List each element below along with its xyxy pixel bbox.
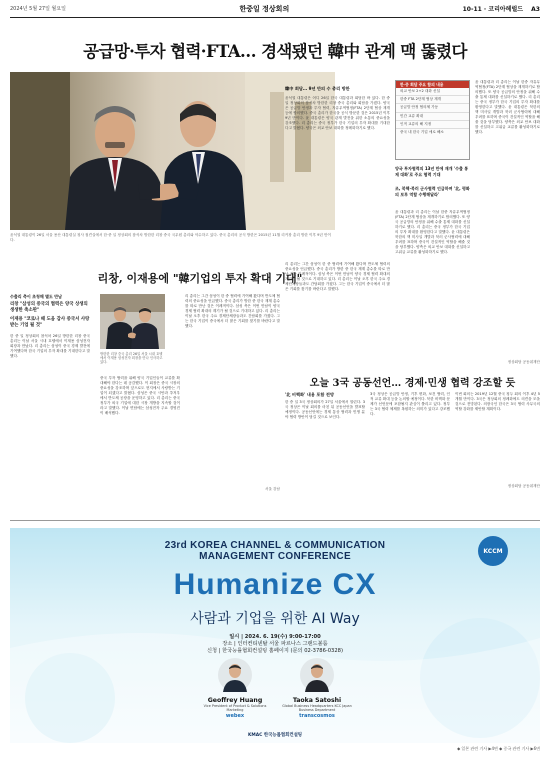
right-body-text: 윤 대통령과 리 총리는 이날 한중 자유무역협정(FTA) 2단계 협상을 재개하기로 합의했다. 또 양국 공급망의 안정을 위해 수출 통제 대화를 신설하기로 했다. 리 총리는 중국 정부가 한국 기업의 투자 확대를 환영한다고 말했다. 윤 대통령은 북한의 핵 미사일 개발과 북러 군사협력에 대해 우려를 표하며 중국이 건설적인 역할을 해줄 것을 당부했다. 양측은 외교 안보 대화를 신설하고 고위급 교류를 활성화하기로 했다. [395,210,470,254]
speaker-2-portrait [300,658,334,692]
divider [10,520,540,521]
lower-kicker: '北 비핵화' 내용 포함 전망 [285,392,334,397]
speaker-1-portrait [218,658,252,692]
lead-kicker-3: 이재용 "코로나 때 도움 감사 중국서 사랑받는 기업 될 것" [10,317,90,328]
right-column-text: 윤 대통령과 리 총리는 이날 한중 자유무역협정(FTA) 2단계 협상을 재개하기로 합의했다. 또 양국 공급망의 안정을 위해 수출 통제 대화를 신설하기로 했다. 리 총리는 중국 정부가 한국 기업의 투자 확대를 환영한다고 말했다. 윤 대통령은 북한의 핵 미사일 개발과 북러 군사협력에 대해 우려를 표하며 중국이 건설적인 역할을 해줄 것을 당부했다. 양측은 외교 안보 대화를 신설하고 고위급 교류를 활성화하기로 했다. [475,80,540,134]
lead-kicker-2: 리창 "삼성의 중국의 협력은 양국 상생의 생생한 축소판" [10,302,88,313]
small-photo [100,294,165,349]
right-kicker: 양국 투자협력의 13년 만에 재개 '수출 통제 대화'로 주요 협력 기대 [395,166,469,177]
speaker-2-name: Taoka Satoshi [292,697,342,704]
ad-series-line-2: MANAGEMENT CONFERENCE [199,551,351,562]
speaker-card-1 [200,658,270,719]
side-article-kicker: 韓中 회담… 9년 만의 수 총리 방한 [285,86,350,91]
ad-sponsor: KMAC 한국능률협회컨설팅 [247,733,303,738]
lead-kicker-1: 수출리 측이 초청해 별도 만남 [10,294,62,299]
issue-date: 2024년 5월 27일 월요일 [10,6,67,12]
fact-box-item: 중국 내 한국 기업 애로 해소 [400,130,444,135]
fact-box-item: 인적 교류의 해 지정 [396,121,469,129]
sub-headline-2: 오늘 3국 공동선언… 경제·민생 협력 강조할 듯 [309,378,516,389]
meeting-photo [100,294,165,349]
masthead [10,0,540,18]
page-footer: ◆ 일본 관련 기사 ▶4면 ◆ 중국 관련 기사 ▶6면 [457,746,540,751]
main-photo-caption: 윤석열 대통령이 26일 서울 용산 대통령실 청사 접견실에서 한·중 일 정상회의 참석차 방한한 리창 중국 국무원 총리와 악수하고 있다. 중국 총리의 공식 방한은 2015년 11월 리커창 총리 방한 이후 9년 만이다. [10,233,331,242]
right-subkicker: 조, 북핵·북러 군사협력 언급하며 '北, 평화의 보루 역할 수행해달라' [395,186,470,197]
speaker-card-2 [282,658,352,719]
column-3-credit: 서울 강남 [264,487,280,491]
column-2-text: 중국 투자 협력을 위해 양국 기업인들이 교류를 확대해야 한다는 데 공감했다. 이 회장은 중국 시장의 중요성을 강조하며 앞으로도 현지에서 사랑받는 기업이 되겠다고 밝혔다. 삼성은 중국 시안과 쑤저우에서 반도체 공장을 운영하고 있다. 리 총리는 중국 정부가 외국 기업에 대한 시장 개방을 지속할 것이라고 말했다. 이날 면담에는 삼성전자 주요 경영진이 배석했다. [100,376,180,415]
ad-title: Humanize CX [173,568,377,601]
small-photo-caption: 방한한 리창 중국 총리 26일 서울 시내 호텔에서 이재용 삼성전자 회장을 만나 인사하고 있다. [100,352,163,365]
side-article-body: 윤석열 대통령은 어디 26일 한국 대통령과 회담한 바 있다. 한 중 일 정상회의 참석차 방한한 리창 중국 총리와 회담을 가졌다. 양국은 공급망 안정과 투자 협력, 자유무역협정(FTA) 2단계 협상 재개 등에 합의했다. 중국 총리가 한국을 공식 방문한 것은 2015년 이후 9년 만이다. 윤 대통령은 양국 관계 발전을 위한 소통의 중요성을 강조했다. 리 총리는 중국 정부가 한국 기업의 투자 확대를 기대한다고 밝혔다. 양국은 외교 안보 대화를 정례화하기로 했다. [285,96,390,130]
speaker-1-role: Vice President of Product & Solutions Marketing [203,704,267,713]
fact-box-item: 외교 안보 2+2 대화 신설 [396,88,469,96]
ad-details [10,634,540,655]
kccm-logo: KCCM [478,536,508,566]
main-headline: 공급망·투자 협력·FTA… 경색됐던 韓中 관계 맥 뚫렸다 [83,42,467,61]
ad-series [10,540,540,562]
speaker-1-name: Geoffrey Huang [207,697,263,704]
page-number: A3 [531,6,540,13]
lower-credit: 정상회담 공동취재단 [507,484,540,488]
fact-box-title: 한·중 회담 주요 합의 내용 [396,81,469,88]
conference-ad [10,528,540,743]
speaker-2-org: transcosmos [299,713,335,720]
column-4-text: 리 총리는 그간 삼성이 한 중 협력에 기여해 왔다며 반도체 협력의 중요성을 언급했다. 중국 총리가 방한 중 한국 재계 총수를 따로 만난 것은 이례적이다. 삼성 측은 이번 만남이 양국 경제 협력 확대의 계기가 될 것으로 기대하고 있다. 리 총리는 이날 오후 한국 주요 경제단체장들과도 간담회를 가졌다. 그는 한국 기업이 중국에서 더 많은 기회를 찾기를 바란다고 말했다. [285,262,390,291]
section-name: 한중일 정상회의 [239,3,290,13]
section-tag: 10-11 · 코리아헤럴드 [462,6,524,13]
lower-text-1: 한 중 일 3국 정상회의가 27일 서울에서 열린다. 3국 정상은 이날 회의를 마친 뒤 공동선언을 발표할 예정이다. 공동선언에는 경제 통상 협력과 민생 분야 협력 방안이 담길 것으로 보인다. [285,400,365,419]
column-3-text: 리 총리는 그간 삼성이 한 중 협력에 기여해 왔다며 반도체 협력의 중요성을 언급했다. 중국 총리가 방한 중 한국 재계 총수를 따로 만난 것은 이례적이다. 삼성 측은 이번 만남이 양국 경제 협력 확대의 계기가 될 것으로 기대하고 있다. 리 총리는 이날 오후 한국 주요 경제단체장들과도 간담회를 가졌다. 그는 한국 기업이 중국에서 더 많은 기회를 찾기를 바란다고 말했다. [185,294,280,328]
lower-text-3: 이번 회의는 2019년 12월 중국 청두 회의 이후 4년 5개월 만이다. 3국은 정상회의 정례화에도 의견을 모을 것으로 전망된다. 의장국인 한국은 3국 협력 사무국의 역할 강화를 제안할 계획이다. [455,392,540,411]
lead-body: 한 중 일 정상회의 참석차 26일 방한한 리창 중국 총리는 이날 서울 시내 호텔에서 이재용 삼성전자 회장과 만났다. 리 총리는 삼성이 중국 경제 발전에 기여했다며 한국 기업의 투자 확대를 기대한다고 말했다. [10,334,90,358]
ad-venue: 장소 | 인터컨티넨탈 서울 파르나스 그랜드볼룸 [222,641,328,647]
right-credit: 정상회담 공동취재단 [507,360,540,364]
speaker-1-org: webex [225,713,245,720]
ad-subtitle: 사람과 기업을 위한 AI Way [190,611,360,627]
sub-headline-1: 리창, 이재용에 "韓기업의 투자 확대 기대" [97,272,303,285]
ad-series-line-1: 23rd KOREA CHANNEL & COMMUNICATION [164,540,386,551]
fact-box-item: 한중 FTA 2단계 협상 재개 [396,96,469,104]
ad-date: 일시 | 2024. 6. 19(수) 9:00-17:00 [229,634,321,640]
lead-block [10,294,90,422]
speaker-2-role: Global Business Headquarters KCC Japan Business Department [282,704,352,713]
lower-text-2: 3국 정상은 공급망 안정, 기후 변화, 보건 협력, 인적 교류 확대 등을 논의할 예정이다. 북한 비핵화 문제가 선언문에 포함될지 관심이 쏠리고 있다. 정부는 3국 협력 체제를 복원하는 의미가 있다고 강조했다. [370,392,450,416]
fact-box-item: 민간 교류 확대 [396,113,469,121]
fact-box [395,80,470,160]
fact-box-item: 공급망 안정 협의체 가동 [396,104,469,112]
ad-contact: 신청 | 한국능률협회컨설팅 홈페이지 (문의 02-3786-0328) [207,648,343,654]
